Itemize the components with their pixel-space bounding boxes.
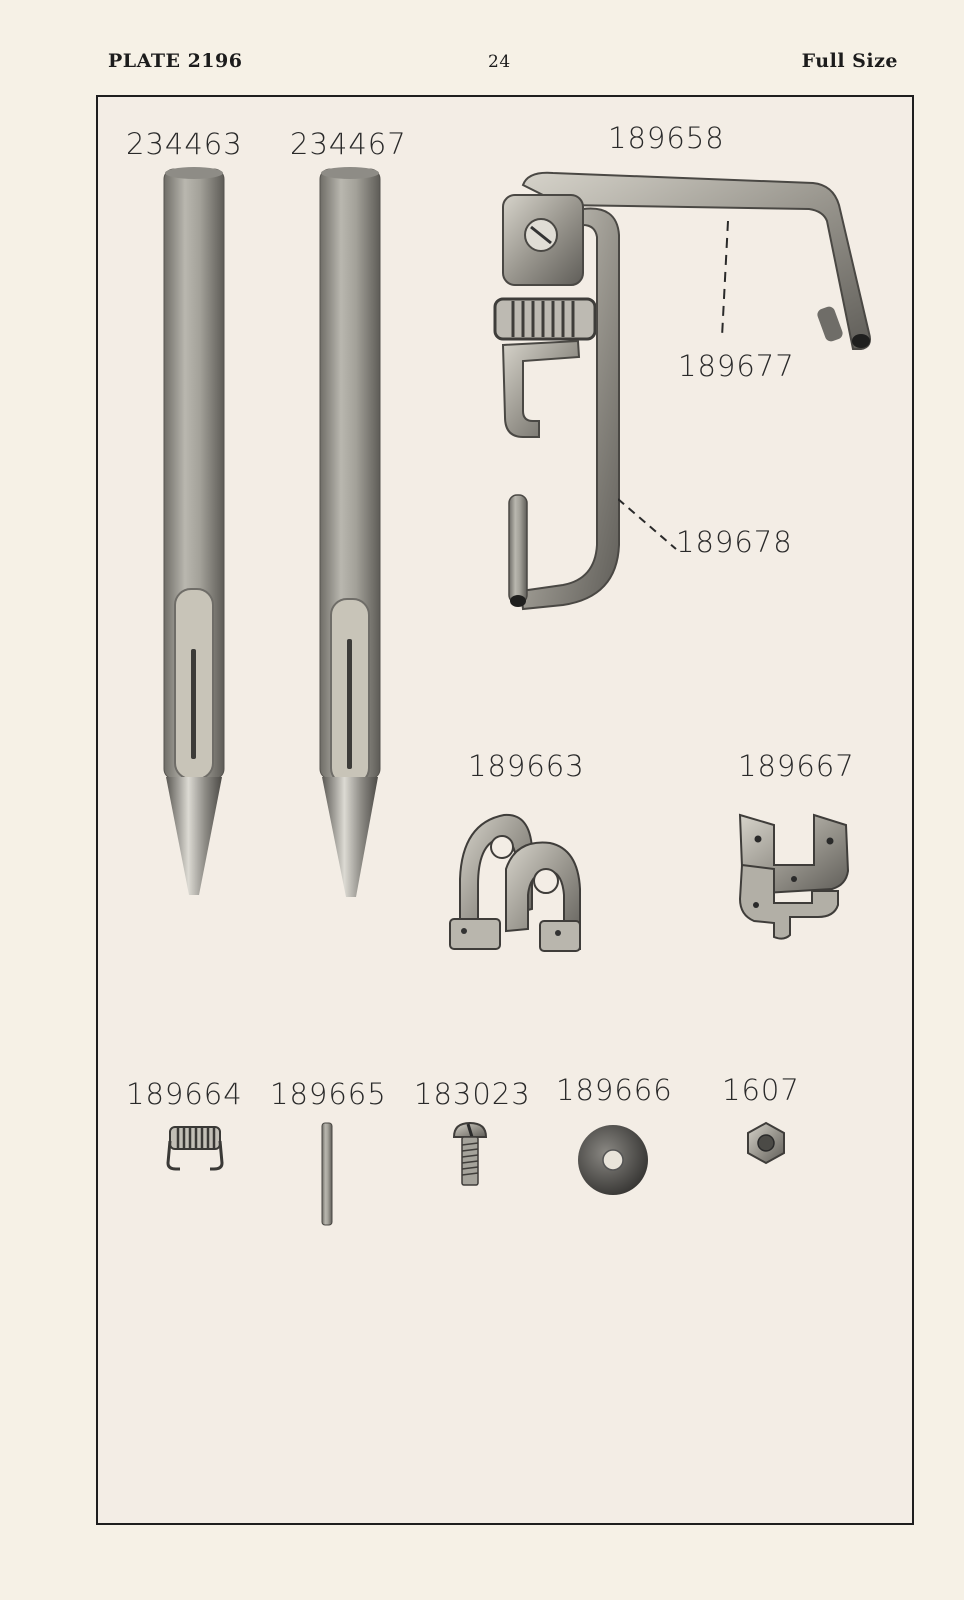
spring-189664-image	[164, 1121, 226, 1177]
part-number-189665: 189665	[270, 1077, 387, 1111]
washer-189666-image	[576, 1123, 650, 1197]
part-number-189666: 189666	[556, 1073, 673, 1107]
part-number-189664: 189664	[126, 1077, 243, 1111]
screw-183023-image	[450, 1121, 490, 1187]
part-number-189658: 189658	[608, 121, 725, 155]
part-number-183023: 183023	[414, 1077, 531, 1111]
clamp-189667-image	[734, 805, 854, 941]
pin-189665-image	[320, 1123, 334, 1227]
page-number: 24	[488, 52, 511, 72]
part-number-1607: 1607	[722, 1073, 800, 1107]
size-note: Full Size	[801, 50, 898, 72]
part-number-189667: 189667	[738, 749, 855, 783]
part-number-189677: 189677	[678, 349, 795, 383]
part-number-189663: 189663	[468, 749, 585, 783]
part-number-234467: 234467	[290, 127, 407, 161]
nut-1607-image	[744, 1121, 788, 1165]
part-number-189678: 189678	[676, 525, 793, 559]
plate-title: PLATE 2196	[108, 50, 243, 72]
needle-234467-image	[318, 169, 382, 901]
part-number-234463: 234463	[126, 127, 243, 161]
clamp-189663-image	[446, 809, 588, 957]
needle-234463-image	[162, 169, 226, 899]
parts-plate	[96, 95, 914, 1525]
